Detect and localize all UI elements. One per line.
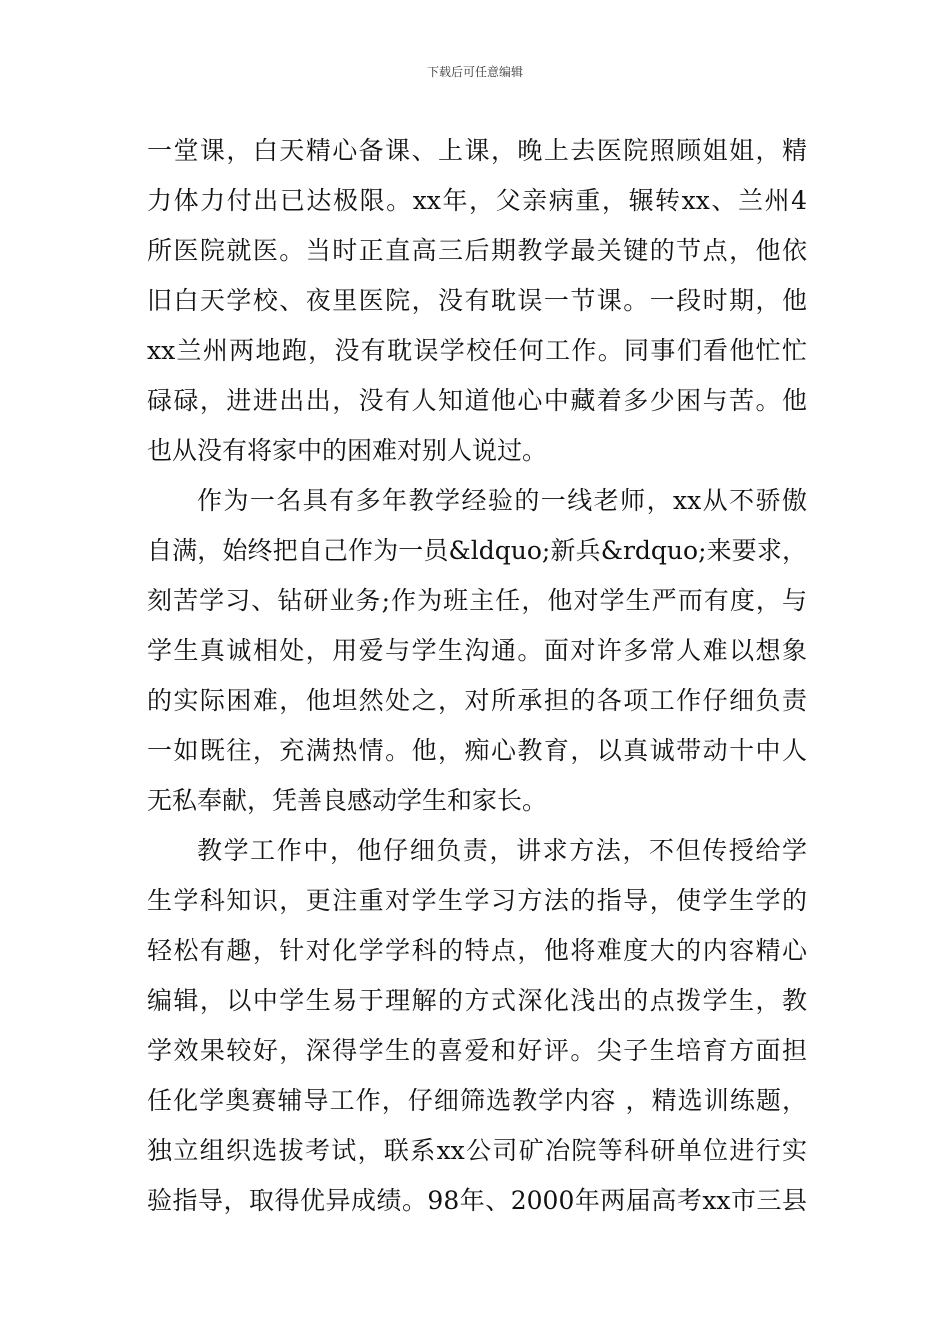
text-line: 刻苦学习、钻研业务;作为班主任，他对学生严而有度，与 xyxy=(147,586,807,615)
text-line: 一如既往，充满热情。他，痴心教育，以真诚带动十中人 xyxy=(147,736,807,765)
text-line: 作为一名具有多年教学经验的一线老师，xx从不骄傲 xyxy=(197,486,807,515)
text-line: 无私奉献，凭善良感动学生和家长。 xyxy=(147,786,548,815)
text-line: 学效果较好，深得学生的喜爱和好评。尖子生培育方面担 xyxy=(147,1036,807,1065)
text-line: 生学科知识，更注重对学生学习方法的指导，使学生学的 xyxy=(147,886,807,915)
text-line: 编辑，以中学生易于理解的方式深化浅出的点拨学生，教 xyxy=(147,986,807,1015)
page-header: 下载后可任意编辑 xyxy=(426,65,523,79)
text-line: 独立组织选拔考试，联系xx公司矿冶院等科研单位进行实 xyxy=(147,1136,807,1165)
text-line: 任化学奥赛辅导工作，仔细筛选教学内容 ，精选训练题， xyxy=(147,1086,807,1115)
text-line: 学生真诚相处，用爱与学生沟通。面对许多常人难以想象 xyxy=(147,636,807,665)
text-line: 教学工作中，他仔细负责，讲求方法，不但传授给学 xyxy=(197,836,807,865)
text-line: 验指导，取得优异成绩。98年、2000年两届高考xx市三县 xyxy=(147,1186,807,1215)
text-line: 轻松有趣，针对化学学科的特点，他将难度大的内容精心 xyxy=(147,936,807,965)
text-line: 一堂课，白天精心备课、上课，晚上去医院照顾姐姐，精 xyxy=(147,136,807,165)
text-line: 也从没有将家中的困难对别人说过。 xyxy=(147,436,548,465)
text-line: 自满，始终把自己作为一员&ldquo;新兵&rdquo;来要求， xyxy=(147,536,807,565)
document-body xyxy=(147,126,807,1226)
text-line: 旧白天学校、夜里医院，没有耽误一节课。一段时期，他 xyxy=(147,286,807,315)
text-line: xx兰州两地跑，没有耽误学校任何工作。同事们看他忙忙 xyxy=(147,336,807,365)
text-line: 力体力付出已达极限。xx年，父亲病重，辗转xx、兰州4 xyxy=(147,186,807,215)
text-line: 的实际困难，他坦然处之，对所承担的各项工作仔细负责 xyxy=(147,686,807,715)
paragraph-3 xyxy=(147,826,807,1226)
text-line: 所医院就医。当时正直高三后期教学最关键的节点，他依 xyxy=(147,236,807,265)
paragraph-1 xyxy=(147,126,807,476)
text-line: 碌碌，进进出出，没有人知道他心中藏着多少困与苦。他 xyxy=(147,386,807,415)
paragraph-2 xyxy=(147,476,807,826)
